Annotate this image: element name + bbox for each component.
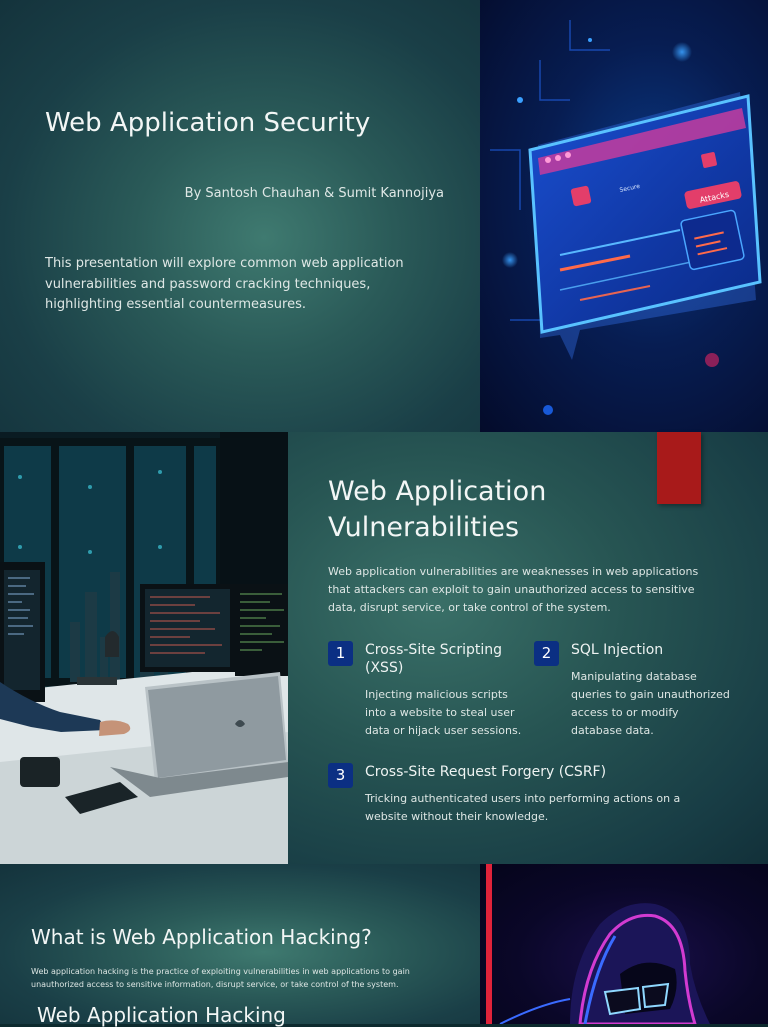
hooded-hacker-image [480, 864, 768, 1024]
item-description: Manipulating database queries to gain unauthorized access to or modify database data. [571, 670, 730, 737]
slide-title [0, 0, 768, 432]
hacking-subtitle: Web Application Hacking [37, 1003, 286, 1027]
accent-bar [657, 432, 701, 504]
developer-workspace-illustration [0, 432, 288, 864]
item-title: Cross-Site Request Forgery (CSRF) [365, 764, 607, 780]
item-number-badge: 1 [328, 641, 353, 666]
item-title: Cross-Site Scripting (XSS) [365, 642, 503, 676]
presentation-title: Web Application Security [45, 108, 371, 138]
vulnerabilities-title: Web Application Vulnerabilities [328, 476, 547, 543]
developer-workspace-image [0, 432, 288, 864]
presentation-description: This presentation will explore common web application vulnerabilities and password cracking techniques, highlighting essential countermeasures. [45, 256, 404, 312]
item-number-badge: 3 [328, 763, 353, 788]
item-description: Tricking authenticated users into performing actions on a website without their knowledge. [365, 792, 681, 823]
item-title: SQL Injection [571, 642, 664, 658]
screen-label-secure: Secure [618, 182, 641, 194]
security-dashboard-image [480, 0, 768, 432]
item-number-badge: 2 [534, 641, 559, 666]
item-description: Injecting malicious scripts into a website to steal user data or hijack user sessions. [365, 688, 522, 737]
slide-title-background [0, 0, 480, 432]
hooded-hacker-illustration [480, 864, 768, 1024]
hacking-description: Web application hacking is the practice of exploiting vulnerabilities in web applications to gain unauthorized access to sensitive information, disrupt service, or take control of the system. [31, 967, 410, 989]
author-line: By Santosh Chauhan & Sumit Kannojiya [184, 186, 444, 201]
screen-label-attacks: Attacks [698, 189, 730, 205]
hacking-title: What is Web Application Hacking? [31, 925, 372, 949]
vulnerabilities-intro: Web application vulnerabilities are weaknesses in web applications that attackers can exploit to gain unauthorized access to sensitive data, disrupt service, or take control of the system. [328, 565, 699, 614]
security-dashboard-illustration [480, 0, 768, 432]
